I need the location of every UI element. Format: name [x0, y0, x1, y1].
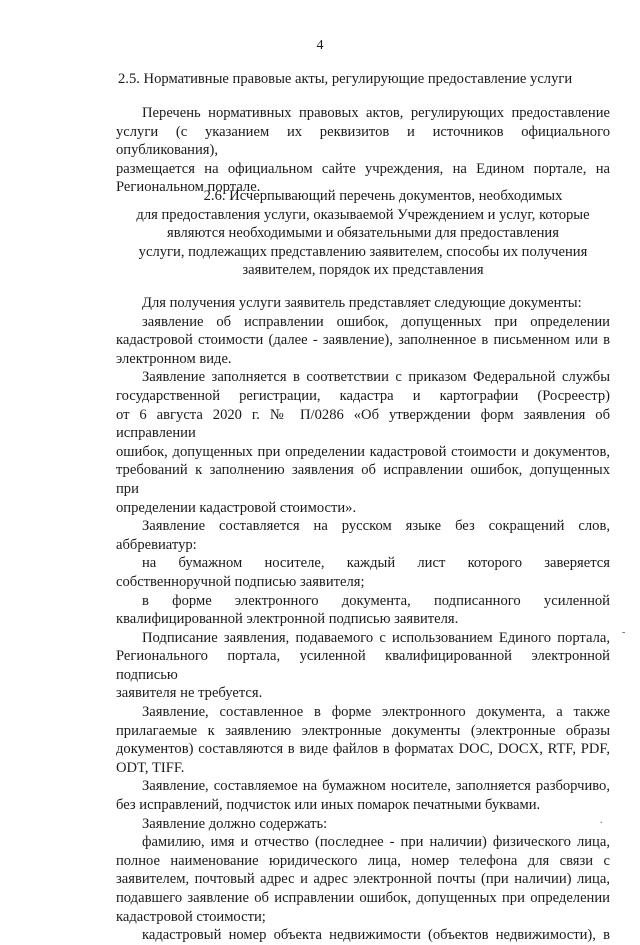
- section-2-6-body: [116, 294, 610, 945]
- text-line: Регионального портала, усиленной квалифицированной электронной подписью: [116, 648, 610, 683]
- text-line: документов) составляются в виде файлов в форматах DOC, DOCX, RTF, PDF,: [116, 741, 610, 758]
- text-line: Заявление, составленное в форме электронного документа, а также: [142, 704, 610, 721]
- text-line: размещается на официальном сайте учреждения, на Едином портале, на: [116, 160, 610, 177]
- text-line: квалифицированной электронной подписью заявителя.: [116, 611, 459, 628]
- text-line: от 6 августа 2020 г. № П/0286 «Об утверждении форм заявления об исправлении: [116, 406, 610, 442]
- text-line: собственноручной подписью заявителя;: [116, 573, 365, 590]
- heading-line: услуги, подлежащих представлению заявителем, способы их получения: [138, 243, 588, 260]
- text-line: Заявление заполняется в соответствии с приказом Федеральной службы: [142, 369, 610, 386]
- text-line: определении кадастровой стоимости».: [116, 499, 357, 516]
- text-line: Подписание заявления, подаваемого с использованием Единого портала,: [142, 629, 610, 646]
- text-line: Региональном портале.: [116, 179, 261, 196]
- scan-speck: -: [622, 627, 626, 638]
- text-line: заявителя не требуется.: [116, 685, 263, 702]
- text-line: без исправлений, подчисток или иных помарок печатными буквами.: [116, 797, 541, 814]
- section-2-6-heading: [116, 187, 610, 280]
- text-line: Для получения услуги заявитель представляет следующие документы:: [142, 295, 582, 311]
- text-line: подавшего заявление об исправлении ошибок, допущенных при определении: [116, 890, 610, 906]
- text-line: в форме электронного документа, подписанного усиленной: [142, 592, 610, 609]
- page-number: 4: [316, 38, 324, 53]
- text-line: кадастровой стоимости;: [116, 908, 266, 925]
- heading-line: являются необходимыми и обязательными для предоставления: [167, 225, 559, 242]
- section-2-5-heading: 2.5. Нормативные правовые акты, регулирующие предоставление услуги: [118, 71, 573, 87]
- heading-line: заявителем, порядок их представления: [242, 262, 484, 279]
- text-line: полное наименование юридического лица, номер телефона для связи с: [116, 852, 610, 869]
- text-line: заявление об исправлении ошибок, допущенных при определении: [142, 313, 610, 330]
- text-line: Заявление должно содержать:: [142, 815, 328, 832]
- scan-speck: .: [600, 815, 603, 826]
- heading-line: 2.6. Исчерпывающий перечень документов, необходимых: [203, 188, 563, 204]
- section-2-5-paragraph: [116, 104, 610, 197]
- text-line: на бумажном носителе, каждый лист которого заверяется: [142, 555, 610, 572]
- text-line: требований к заполнению заявления об исправлении ошибок, допущенных при: [116, 462, 610, 497]
- text-line: заявителем, почтовый адрес и адрес электронной почты (при наличии) лица,: [116, 871, 610, 888]
- text-line: аббревиатур:: [116, 536, 197, 553]
- text-line: услуги (с указанием их реквизитов и источников официального опубликования),: [116, 123, 610, 159]
- text-line: кадастровой стоимости (далее - заявление), заполненное в письменном или в: [116, 332, 610, 349]
- text-line: прилагаемые к заявлению электронные документы (электронные образы: [116, 722, 610, 739]
- text-line: Заявление, составляемое на бумажном носителе, заполняется разборчиво,: [142, 778, 610, 795]
- text-line: фамилию, имя и отчество (последнее - при наличии) физического лица,: [142, 834, 610, 851]
- text-line: кадастровый номер объекта недвижимости (объектов недвижимости), в: [142, 927, 610, 944]
- text-line: ошибок, допущенных при определении кадастровой стоимости и документов,: [116, 443, 610, 460]
- text-line: Заявление составляется на русском языке без сокращений слов,: [142, 518, 610, 535]
- text-line: электронном виде.: [116, 350, 232, 367]
- heading-line: для предоставления услуги, оказываемой Учреждением и услуг, которые: [136, 206, 590, 223]
- text-line: ODT, TIFF.: [116, 759, 185, 776]
- text-line: Перечень нормативных правовых актов, регулирующих предоставление: [142, 105, 610, 121]
- text-line: государственной регистрации, кадастра и картографии (Росреестр): [116, 387, 610, 404]
